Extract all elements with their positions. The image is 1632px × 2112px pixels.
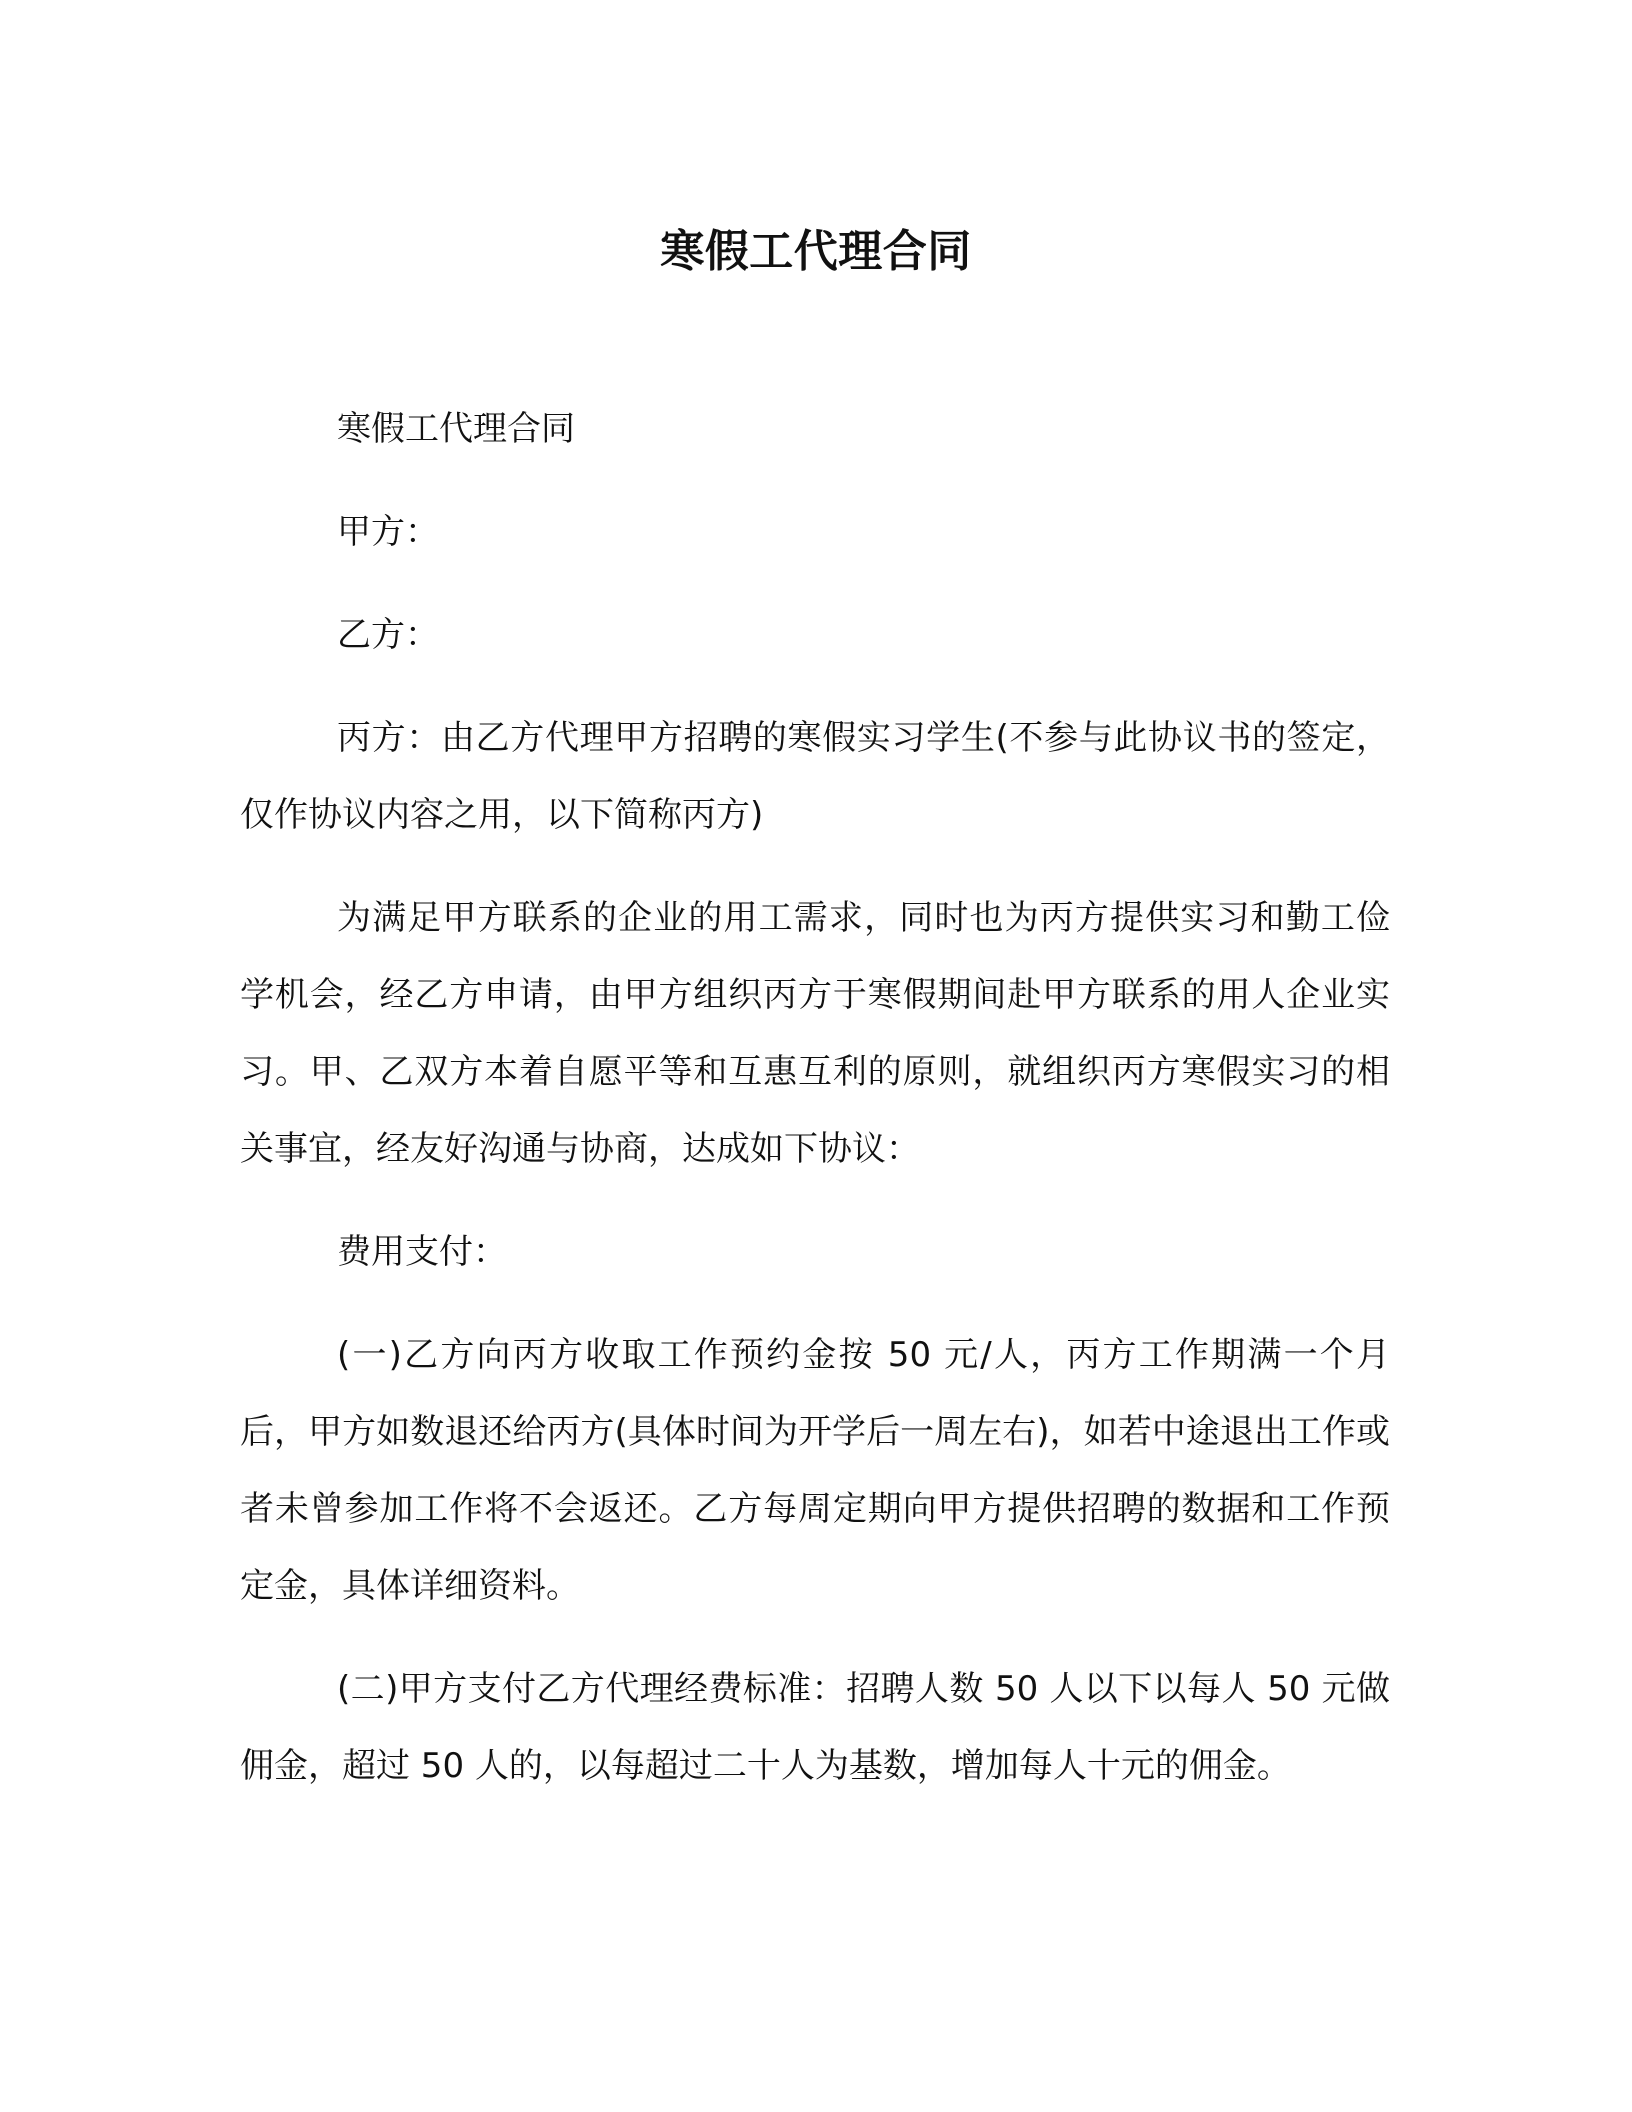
document-body [240, 391, 1390, 1831]
paragraph-party-a: 甲方： [337, 512, 439, 552]
paragraph-preamble: 为满足甲方联系的企业的用工需求，同时也为丙方提供实习和勤工俭学机会，经乙方申请，由甲方组织丙方于寒假期间赴甲方联系的用人企业实习。甲、乙双方本着自愿平等和互惠互利的原则，就组织丙方寒假实习的相关事宜，经友好沟通与协商，达成如下协议： [240, 898, 1390, 1169]
document-title: 寒假工代理合同 [660, 226, 972, 277]
paragraph-fee-heading: 费用支付： [337, 1232, 507, 1272]
paragraph-clause-1: (一)乙方向丙方收取工作预约金按 50 元/人，丙方工作期满一个月后，甲方如数退还给丙方(具体时间为开学后一周左右)，如若中途退出工作或者未曾参加工作将不会返还。乙方每周定期向甲方提供招聘的数据和工作预定金，具体详细资料。 [240, 1335, 1390, 1606]
paragraph-clause-2: (二)甲方支付乙方代理经费标准：招聘人数 50 人以下以每人 50 元做佣金，超过 50 人的，以每超过二十人为基数，增加每人十元的佣金。 [240, 1669, 1390, 1786]
paragraph-heading: 寒假工代理合同 [337, 409, 575, 449]
paragraph-party-b: 乙方： [337, 615, 439, 655]
paragraph-party-c: 丙方：由乙方代理甲方招聘的寒假实习学生(不参与此协议书的签定，仅作协议内容之用，以下简称丙方) [240, 718, 1390, 835]
